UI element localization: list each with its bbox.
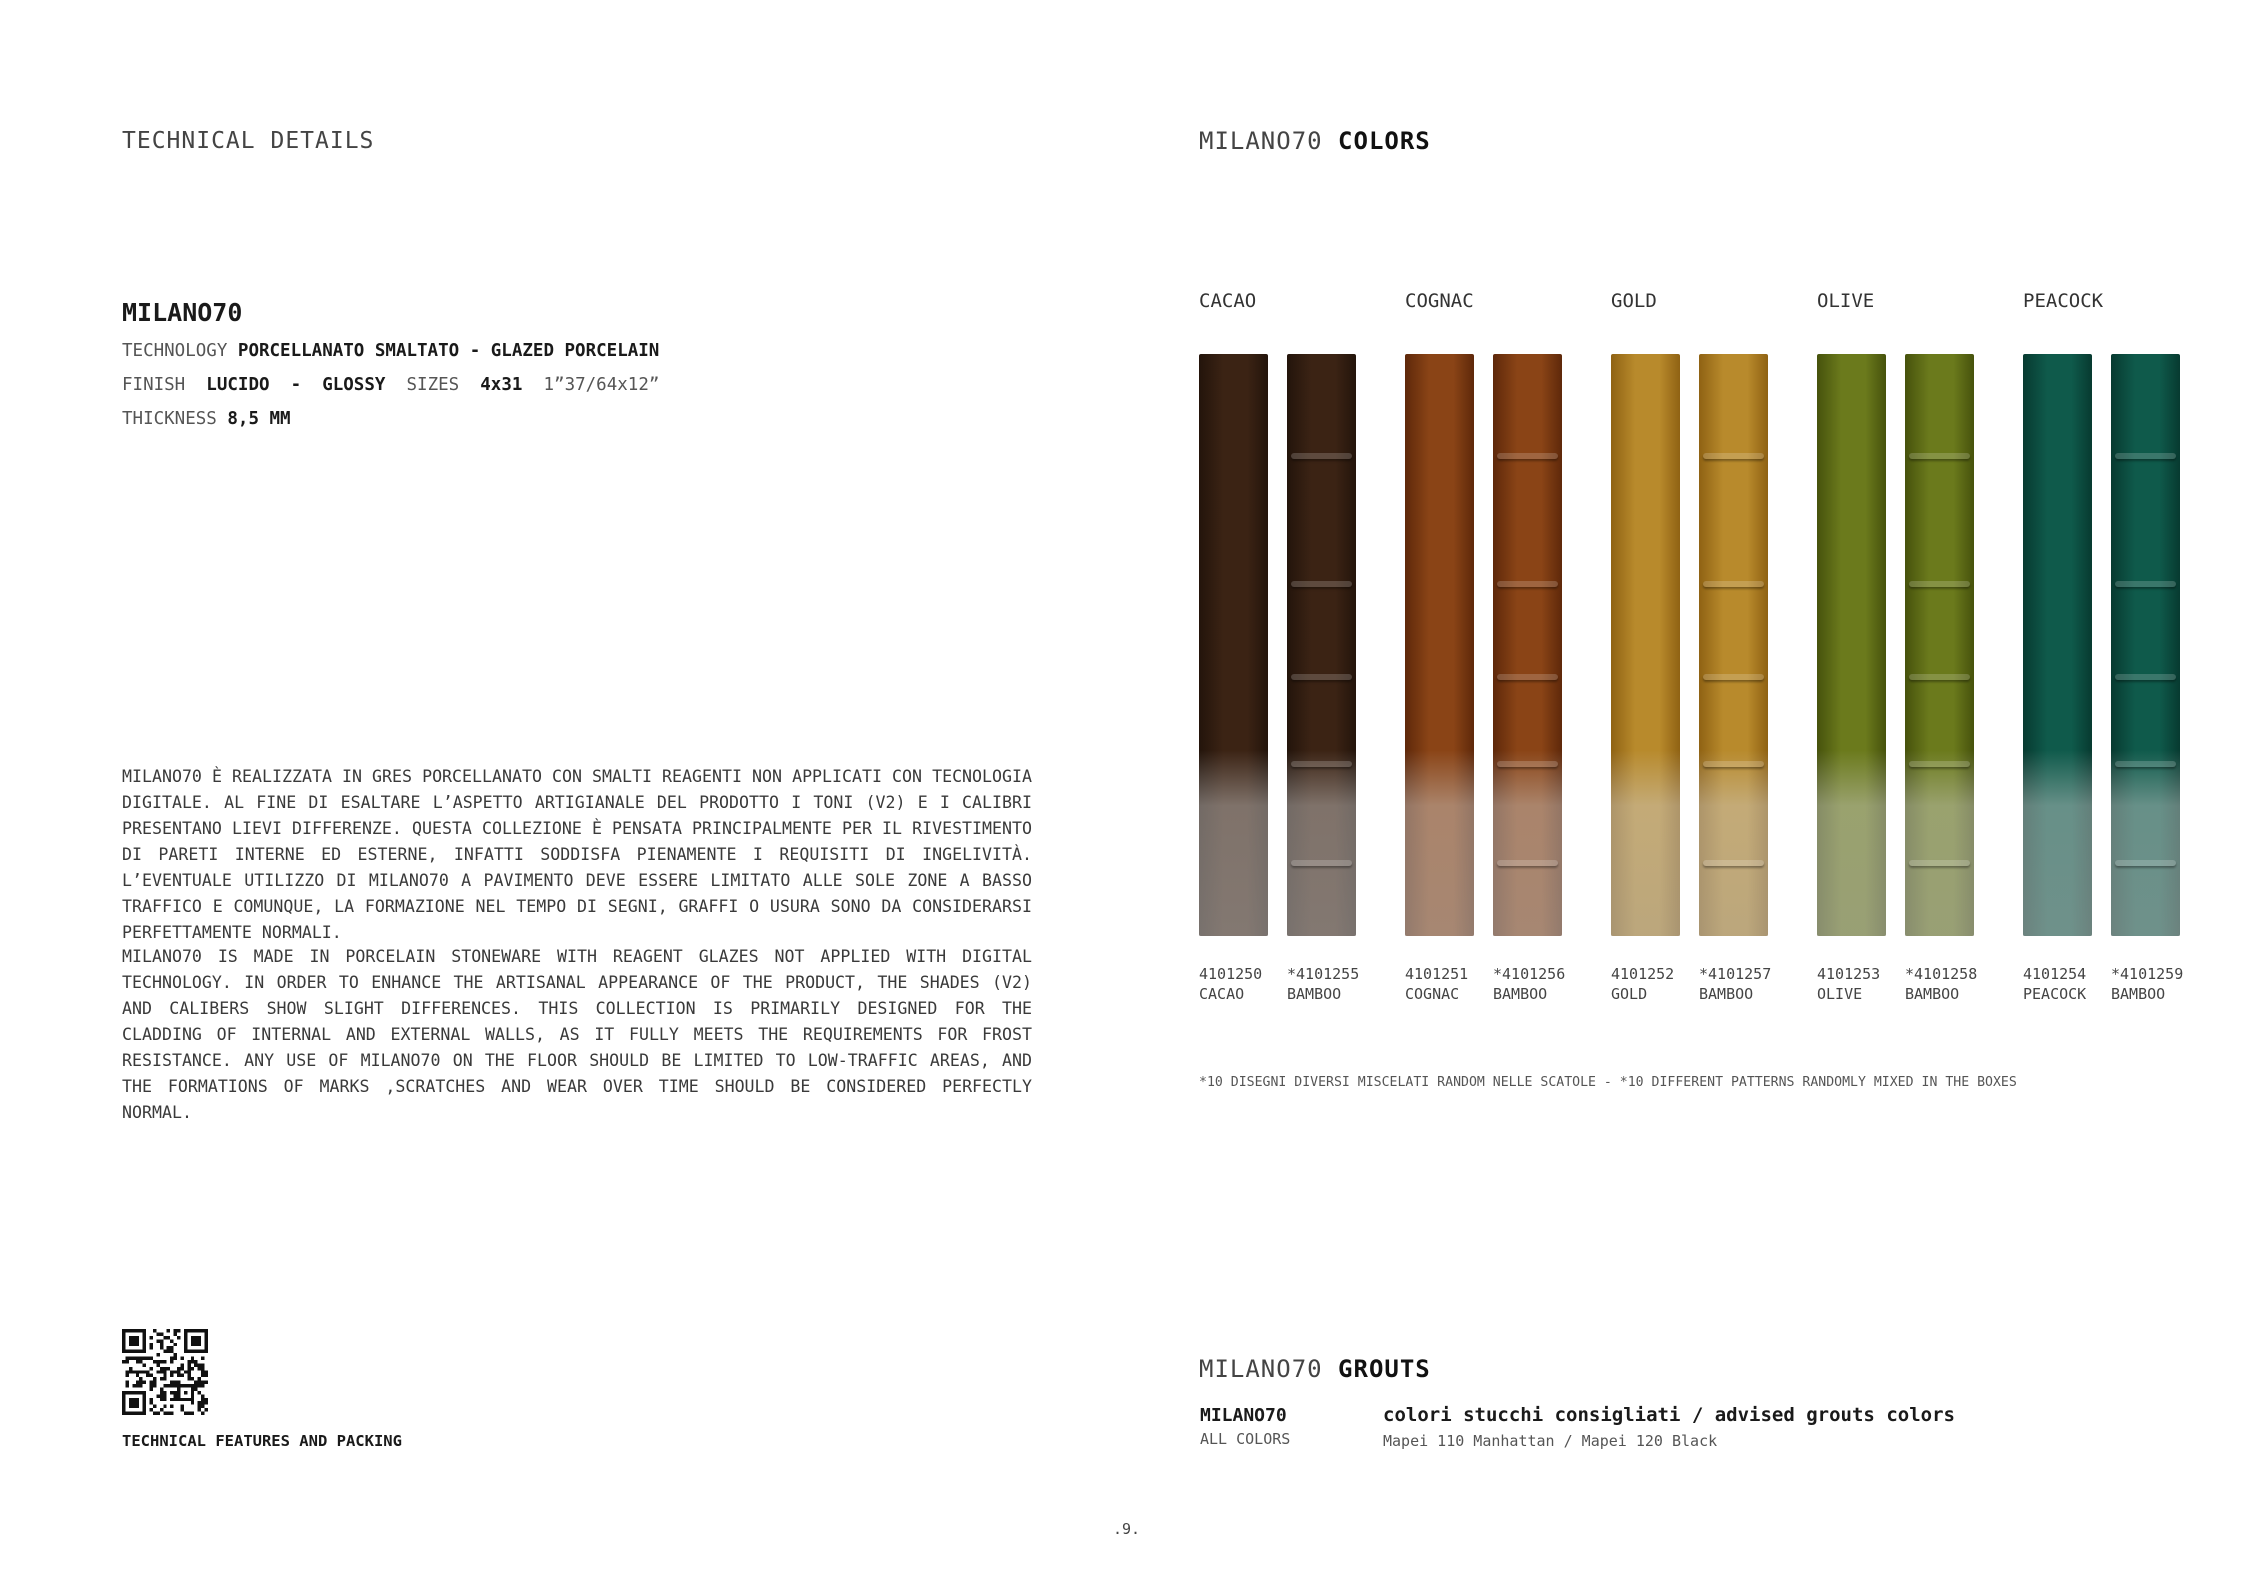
spec-value: 4x31 bbox=[480, 375, 523, 395]
article-code: *4101255 bbox=[1287, 965, 1360, 983]
grout-heading: colori stucchi consigliati / advised grouts colors bbox=[1383, 1404, 1955, 1426]
article-code: 4101252 bbox=[1611, 965, 1675, 983]
bamboo-node bbox=[1291, 674, 1352, 680]
article-code: *4101256 bbox=[1493, 965, 1566, 983]
bamboo-node bbox=[1703, 581, 1764, 587]
bamboo-node bbox=[1291, 453, 1352, 459]
bamboo-node bbox=[1703, 674, 1764, 680]
bamboo-node bbox=[1497, 581, 1558, 587]
bamboo-node bbox=[1703, 761, 1764, 767]
colors-title-light: MILANO70 bbox=[1199, 127, 1323, 155]
bamboo-node bbox=[1497, 453, 1558, 459]
bamboo-node bbox=[2115, 860, 2176, 866]
tile-gloss bbox=[1287, 750, 1356, 936]
page-number: .9. bbox=[1113, 1520, 1141, 1538]
tile-gloss bbox=[2023, 750, 2092, 936]
bamboo-node bbox=[2115, 453, 2176, 459]
article-name: PEACOCK bbox=[2023, 985, 2087, 1003]
tile-gold-bamboo[interactable] bbox=[1699, 354, 1768, 936]
colors-title bbox=[1199, 127, 1431, 155]
tile-gloss bbox=[1699, 750, 1768, 936]
spec-thickness bbox=[122, 409, 291, 429]
article-name: COGNAC bbox=[1405, 985, 1460, 1003]
article-name: BAMBOO bbox=[2111, 985, 2166, 1003]
product-name: MILANO70 bbox=[122, 298, 243, 327]
grouts-title-light: MILANO70 bbox=[1199, 1355, 1323, 1383]
article-name: CACAO bbox=[1199, 985, 1245, 1003]
bamboo-node bbox=[1909, 860, 1970, 866]
spec-value: PORCELLANATO SMALTATO - GLAZED PORCELAIN bbox=[237, 341, 660, 361]
spec-value-inch: 1”37/64x12” bbox=[543, 375, 660, 395]
bamboo-node bbox=[1703, 860, 1764, 866]
tile-peacock-plain[interactable] bbox=[2023, 354, 2092, 936]
spec-label: SIZES bbox=[406, 375, 460, 395]
tile-cacao-bamboo[interactable] bbox=[1287, 354, 1356, 936]
description-italian: MILANO70 È REALIZZATA IN GRES PORCELLANATO CON SMALTI REAGENTI NON APPLICATI CON TECNOLOGIA DIGITALE. AL FINE DI ESALTARE L’ASPETTO ARTIGIANALE DEL PRODOTTO I TONI (V2) E I CALIBRI PRESENTANO LIEVI DIFFERENZE. QUESTA COLLEZIONE È PENSATA PRINCIPALMENTE PER IL RIVESTIMENTO DI PARETI INTERNE ED ESTERNE, INFATTI SODDISFA PIENAMENTE I REQUISITI DI INGELIVITÀ. L’EVENTUALE UTILIZZO DI MILANO70 A PAVIMENTO DEVE ESSERE LIMITATO ALLE SOLE ZONE A BASSO TRAFFICO E COMUNQUE, LA FORMAZIONE NEL TEMPO DI SEGNI, GRAFFI O USURA SONO DA CONSIDERARSI PERFETTAMENTE NORMALI. bbox=[122, 767, 1032, 942]
color-name-cacao: CACAO bbox=[1199, 290, 1257, 312]
bamboo-node bbox=[1497, 674, 1558, 680]
bamboo-node bbox=[2115, 761, 2176, 767]
tile-gloss bbox=[1611, 750, 1680, 936]
tile-code-plain bbox=[1199, 964, 1262, 1004]
article-name: BAMBOO bbox=[1287, 985, 1342, 1003]
tile-olive-bamboo[interactable] bbox=[1905, 354, 1974, 936]
tile-gloss bbox=[1493, 750, 1562, 936]
tile-gloss bbox=[2111, 750, 2180, 936]
article-code: 4101250 bbox=[1199, 965, 1263, 983]
article-name: OLIVE bbox=[1817, 985, 1863, 1003]
tile-code-plain bbox=[1405, 964, 1468, 1004]
spec-label: FINISH bbox=[122, 375, 186, 395]
grouts-title bbox=[1199, 1355, 1431, 1383]
article-code: *4101258 bbox=[1905, 965, 1978, 983]
spec-finish-sizes bbox=[122, 375, 659, 395]
bamboo-node bbox=[1291, 761, 1352, 767]
spec-label: THICKNESS bbox=[122, 409, 217, 429]
bamboo-node bbox=[2115, 581, 2176, 587]
section-title-technical-details: TECHNICAL DETAILS bbox=[122, 128, 375, 154]
tile-gloss bbox=[1199, 750, 1268, 936]
tile-code-plain bbox=[1817, 964, 1880, 1004]
tile-gloss bbox=[1817, 750, 1886, 936]
article-code: 4101251 bbox=[1405, 965, 1469, 983]
bamboo-node bbox=[1497, 761, 1558, 767]
tile-peacock-bamboo[interactable] bbox=[2111, 354, 2180, 936]
colors-title-bold: COLORS bbox=[1338, 127, 1431, 155]
tile-olive-plain[interactable] bbox=[1817, 354, 1886, 936]
color-name-peacock: PEACOCK bbox=[2023, 290, 2104, 312]
patterns-footnote: *10 DISEGNI DIVERSI MISCELATI RANDOM NELLE SCATOLE - *10 DIFFERENT PATTERNS RANDOMLY MIXED IN THE BOXES bbox=[1199, 1075, 2017, 1090]
tile-cognac-plain[interactable] bbox=[1405, 354, 1474, 936]
article-code: *4101257 bbox=[1699, 965, 1772, 983]
grout-values: Mapei 110 Manhattan / Mapei 120 Black bbox=[1383, 1432, 1718, 1450]
grouts-title-bold: GROUTS bbox=[1338, 1355, 1431, 1383]
tile-cognac-bamboo[interactable] bbox=[1493, 354, 1562, 936]
qr-code-icon[interactable] bbox=[122, 1329, 208, 1415]
tile-cacao-plain[interactable] bbox=[1199, 354, 1268, 936]
spec-value: LUCIDO - GLOSSY bbox=[206, 375, 386, 395]
article-name: GOLD bbox=[1611, 985, 1648, 1003]
bamboo-node bbox=[1703, 453, 1764, 459]
tile-code-bamboo bbox=[1699, 964, 1771, 1004]
article-name: BAMBOO bbox=[1905, 985, 1960, 1003]
grout-all-colors: ALL COLORS bbox=[1200, 1430, 1291, 1448]
bamboo-node bbox=[1909, 453, 1970, 459]
bamboo-node bbox=[1291, 581, 1352, 587]
bamboo-node bbox=[1909, 761, 1970, 767]
article-code: 4101254 bbox=[2023, 965, 2087, 983]
color-name-gold: GOLD bbox=[1611, 290, 1657, 312]
spec-technology bbox=[122, 341, 659, 361]
tile-code-bamboo bbox=[1287, 964, 1359, 1004]
tile-code-bamboo bbox=[2111, 964, 2183, 1004]
bamboo-node bbox=[1291, 860, 1352, 866]
color-name-olive: OLIVE bbox=[1817, 290, 1875, 312]
tile-gloss bbox=[1405, 750, 1474, 936]
grout-product-name: MILANO70 bbox=[1200, 1405, 1287, 1426]
spec-label: TECHNOLOGY bbox=[122, 341, 228, 361]
bamboo-node bbox=[1909, 674, 1970, 680]
tile-code-bamboo bbox=[1493, 964, 1565, 1004]
article-code: 4101253 bbox=[1817, 965, 1881, 983]
tile-code-plain bbox=[1611, 964, 1674, 1004]
tile-gold-plain[interactable] bbox=[1611, 354, 1680, 936]
article-code: *4101259 bbox=[2111, 965, 2184, 983]
tile-code-plain bbox=[2023, 964, 2086, 1004]
bamboo-node bbox=[2115, 674, 2176, 680]
description-english: MILANO70 IS MADE IN PORCELAIN STONEWARE WITH REAGENT GLAZES NOT APPLIED WITH DIGITAL TECHNOLOGY. IN ORDER TO ENHANCE THE ARTISANAL APPEARANCE OF THE PRODUCT, THE SHADES (V2) AND CALIBERS SHOW SLIGHT DIFFERENCES. THIS COLLECTION IS PRIMARILY DESIGNED FOR THE CLADDING OF INTERNAL AND EXTERNAL WALLS, AS IT FULLY MEETS THE REQUIREMENTS FOR FROST RESISTANCE. ANY USE OF MILANO70 ON THE FLOOR SHOULD BE LIMITED TO LOW-TRAFFIC AREAS, AND THE FORMATIONS OF MARKS ,SCRATCHES AND WEAR OVER TIME SHOULD BE CONSIDERED PERFECTLY NORMAL. bbox=[122, 947, 1032, 1122]
article-name: BAMBOO bbox=[1493, 985, 1548, 1003]
spec-value: 8,5 MM bbox=[227, 409, 291, 429]
qr-label: TECHNICAL FEATURES AND PACKING bbox=[122, 1432, 402, 1450]
color-name-cognac: COGNAC bbox=[1405, 290, 1474, 312]
article-name: BAMBOO bbox=[1699, 985, 1754, 1003]
tile-code-bamboo bbox=[1905, 964, 1977, 1004]
bamboo-node bbox=[1497, 860, 1558, 866]
bamboo-node bbox=[1909, 581, 1970, 587]
tile-gloss bbox=[1905, 750, 1974, 936]
